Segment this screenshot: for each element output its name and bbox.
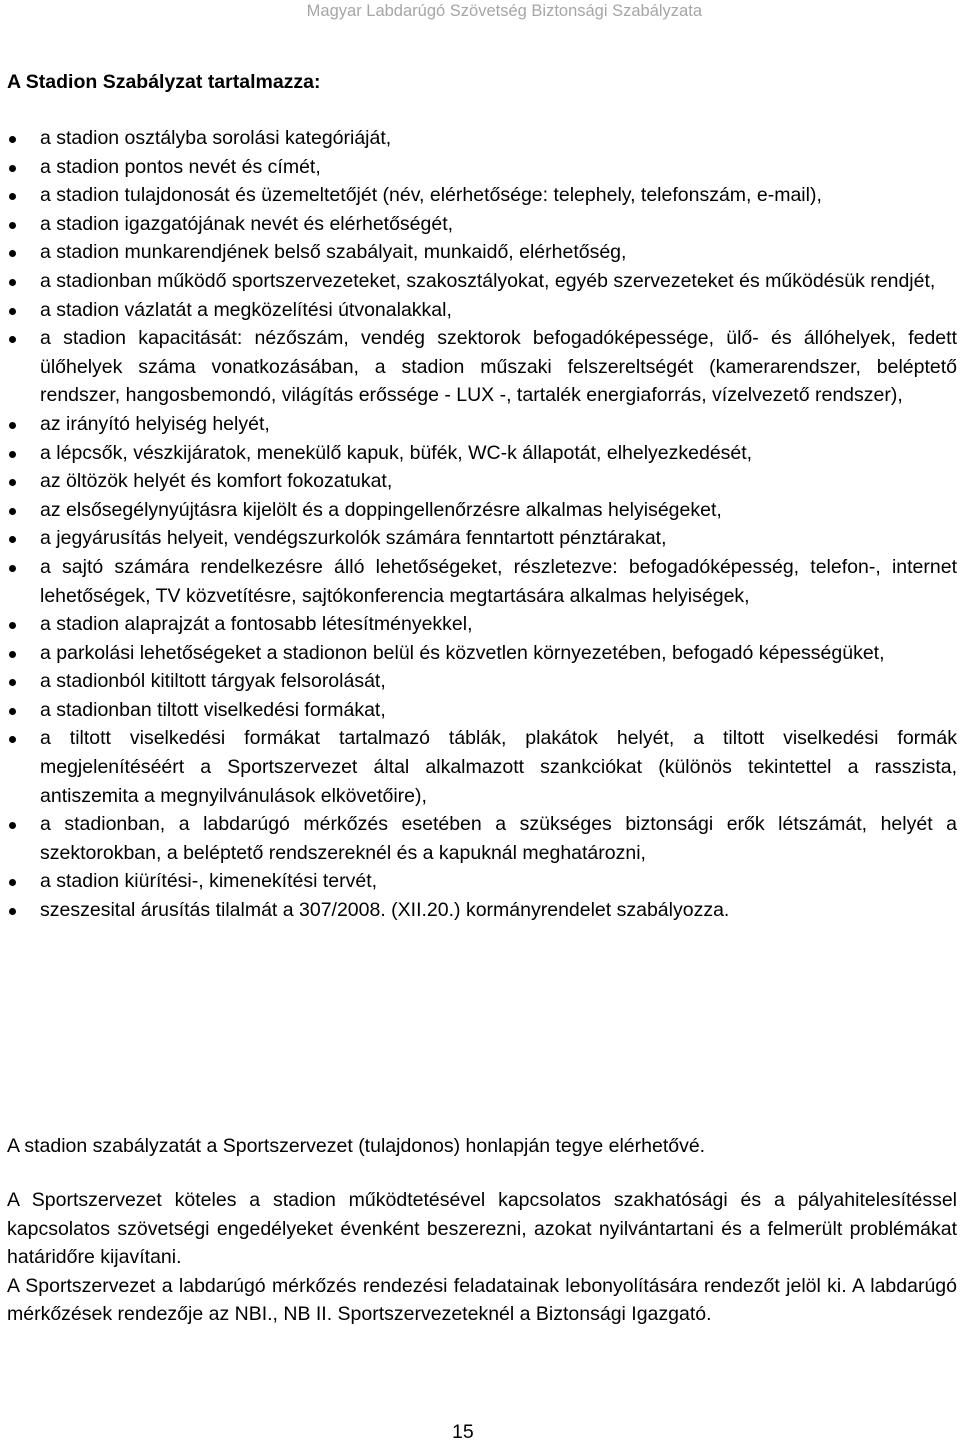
bullet-icon: [9, 708, 16, 715]
list-item-text: a stadionban, a labdarúgó mérkőzés esetében a szükséges biztonsági erők létszámát, helyét a szektorokban, a beléptető rendszereknél és a kapuknál meghatározni,: [40, 813, 957, 864]
bullet-icon: [9, 222, 16, 229]
list-item-text: a stadion osztályba sorolási kategóriáját,: [40, 127, 392, 149]
bullet-icon: [9, 279, 16, 286]
bullet-icon: [9, 193, 16, 200]
list-item: [0, 410, 957, 439]
bullet-icon: [9, 679, 16, 686]
paragraph-licenses: A Sportszervezet köteles a stadion működtetésével kapcsolatos szakhatósági és a pályahitelesítéssel kapcsolatos szövetségi engedélyeket évenként beszerezni, azokat nyilvántartani és a felmerült problémákat határidőre kijavítani.: [7, 1189, 957, 1269]
list-item-text: a stadionból kitiltott tárgyak felsorolását,: [40, 670, 386, 693]
list-item: [0, 553, 957, 610]
list-item: [0, 524, 957, 553]
list-item-text: a stadion munkarendjének belső szabályait, munkaidő, elérhetőség,: [40, 241, 627, 264]
bullet-icon: [9, 879, 16, 886]
list-item-text: a sajtó számára rendelkezésre álló lehetőségeket, részletezve: befogadóképesség, telefon-, internet lehetőségek, TV közvetítésre, sajtókonferencia megtartására alkalmas helyiségek,: [40, 555, 957, 607]
list-item: [0, 867, 957, 896]
list-item-text: az elsősegélynyújtásra kijelölt és a doppingellenőrzésre alkalmas helyiségeket,: [40, 498, 722, 521]
list-item-text: a tiltott viselkedési formákat tartalmazó táblák, plakátok helyét, a tiltott viselkedési formák megjelenítéséért a Sportszervezet által alkalmazott szankciókat (különös tekintettel a rasszista, antiszemita a megnyilvánulások elkövetőire),: [40, 727, 957, 807]
list-item-text: az öltözök helyét és komfort fokozatukat,: [40, 470, 393, 493]
list-item-text: a stadion kapacitását: nézőszám, vendég szektorok befogadóképessége, ülő- és állóhelyek, fedett ülőhelyek száma vonatkozásában, a stadion műszaki felszereltségét (kamerarendszer, beléptető rendszer, hangosbemondó, világítás erőssége - LUX -, tartalék energiaforrás, vízelvezető rendszer),: [40, 327, 957, 407]
list-item-text: a stadion kiürítési-, kimenekítési tervét,: [40, 870, 378, 893]
list-item: [0, 810, 957, 867]
bullet-icon: [9, 336, 16, 343]
list-item-text: a stadionban tiltott viselkedési formákat,: [40, 698, 386, 721]
list-item: [0, 153, 957, 182]
list-item: [0, 439, 957, 468]
list-item: [0, 610, 957, 639]
page-number: 15: [452, 1421, 474, 1443]
bullet-icon: [9, 451, 16, 458]
list-item: [0, 639, 957, 668]
list-item: [0, 124, 957, 153]
bullet-icon: [9, 622, 16, 629]
list-item-text: az irányító helyiség helyét,: [40, 412, 270, 435]
list-item-text: a stadion tulajdonosát és üzemeltetőjét (név, elérhetősége: telephely, telefonszám, e-mail),: [40, 184, 822, 207]
bullet-icon: [9, 165, 16, 172]
list-item: [0, 267, 957, 296]
list-item-text: a stadion igazgatójának nevét és elérhetőségét,: [40, 212, 454, 235]
list-item-text: a stadion alaprajzát a fontosabb létesítményekkel,: [40, 613, 473, 636]
list-item-text: a parkolási lehetőségeket a stadionon belül és közvetlen környezetében, befogadó képességüket,: [40, 641, 885, 664]
bullet-icon: [9, 479, 16, 486]
list-item: [0, 210, 957, 239]
bullet-icon: [9, 508, 16, 515]
bullet-icon: [9, 651, 16, 658]
bullet-icon: [9, 136, 16, 143]
list-item-text: a stadionban működő sportszervezeteket, szakosztályokat, egyéb szervezeteket és működésük rendjét,: [40, 269, 936, 292]
list-item: [0, 324, 957, 410]
bullet-icon: [9, 565, 16, 572]
list-item: [0, 238, 957, 267]
bullet-icon: [9, 822, 16, 829]
paragraph-group: [7, 1186, 957, 1329]
list-item: [0, 496, 957, 525]
bullet-list: [0, 124, 960, 925]
list-item: [0, 467, 957, 496]
bullet-icon: [9, 908, 16, 915]
list-item-text: szeszesital árusítás tilalmát a 307/2008. (XII.20.) kormányrendelet szabályozza.: [40, 899, 730, 922]
bullet-icon: [9, 422, 16, 429]
list-item-text: a stadion pontos nevét és címét,: [40, 155, 321, 178]
bullet-icon: [9, 308, 16, 315]
running-header: Magyar Labdarúgó Szövetség Biztonsági Szabályzata: [306, 2, 702, 20]
list-item-text: a lépcsők, vészkijáratok, menekülő kapuk, büfék, WC-k állapotát, elhelyezkedését,: [40, 441, 753, 464]
list-item-text: a stadion vázlatát a megközelítési útvonalakkal,: [40, 298, 452, 321]
bullet-icon: [9, 736, 16, 743]
list-item: [0, 181, 957, 210]
list-item: [0, 696, 957, 725]
paragraph-website: A stadion szabályzatát a Sportszervezet (tulajdonos) honlapján tegye elérhetővé.: [7, 1135, 706, 1157]
list-item-text: a jegyárusítás helyeit, vendégszurkolók számára fenntartott pénztárakat,: [40, 527, 667, 550]
paragraph-organizer: A Sportszervezet a labdarúgó mérkőzés rendezési feladatainak lebonyolítására rendezőt jelöl ki. A labdarúgó mérkőzések rendezője az NBI., NB II. Sportszervezeteknél a Biztonsági Igazgató.: [7, 1274, 957, 1326]
list-item: [0, 896, 957, 925]
list-item: [0, 667, 957, 696]
section-title: A Stadion Szabályzat tartalmazza:: [7, 71, 321, 93]
list-item: [0, 296, 957, 325]
bullet-icon: [9, 536, 16, 543]
list-item: [0, 724, 957, 810]
bullet-icon: [9, 250, 16, 257]
